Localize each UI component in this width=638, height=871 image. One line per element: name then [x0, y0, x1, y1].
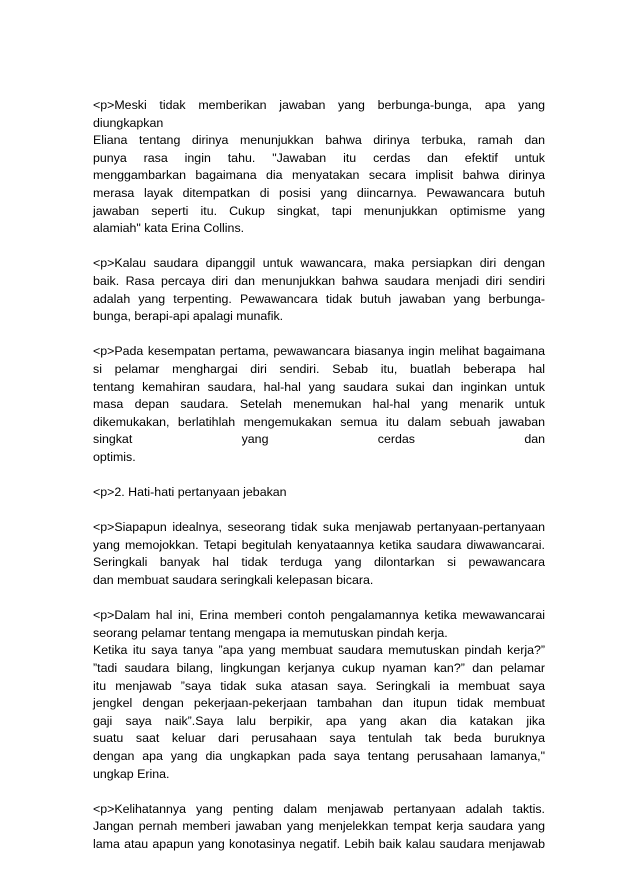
text-line: bunga, berapi-api apalagi munafik.: [93, 309, 284, 324]
text-line: singkat yang cerdas dan: [93, 432, 545, 447]
text-line: jawaban seperti itu. Cukup singkat, tapi menunjukkan optimisme yang: [93, 203, 545, 218]
text-line: ungkap Erina.: [93, 766, 170, 781]
paragraph: [93, 255, 545, 325]
text-line: jengkel dengan pekerjaan-pekerjaan tambahan dan itupun tidak membuat: [93, 696, 545, 711]
text-line: <p>2. Hati-hati pertanyaan jebakan: [93, 485, 287, 500]
text-line: punya rasa ingin tahu. "Jawaban itu cerdas dan efektif untuk: [93, 150, 545, 165]
text-line: itu menjawab ”saya tidak suka atasan saya. Seringkali ia membuat saya: [93, 678, 545, 693]
text-line: Jangan pernah memberi jawaban yang menjelekkan tempat kerja saudara yang: [93, 819, 545, 834]
text-line: alamiah" kata Erina Collins.: [93, 221, 245, 236]
text-line: adalah yang terpenting. Pewawancara tidak butuh jawaban yang berbunga-: [93, 291, 545, 306]
text-line: <p>Dalam hal ini, Erina memberi contoh pengalamannya ketika mewawancarai: [93, 608, 545, 623]
text-line: yang memojokkan. Tetapi begitulah kenyataannya ketika saudara diwawancarai.: [93, 537, 545, 552]
text-line: dan membuat saudara seringkali kelepasan bicara.: [93, 573, 374, 588]
paragraph: [93, 607, 545, 783]
text-line: optimis.: [93, 449, 136, 464]
text-line: lama atau apapun yang konotasinya negatif. Lebih baik kalau saudara menjawab: [93, 836, 545, 851]
paragraph: [93, 97, 545, 238]
text-line: Ketika itu saya tanya ”apa yang membuat saudara memutuskan pindah kerja?”: [93, 643, 545, 658]
text-line: <p>Siapapun idealnya, seseorang tidak suka menjawab pertanyaan-pertanyaan: [93, 520, 545, 535]
text-line: dengan apa yang dia ungkapkan pada saya tentang perusahaan lamanya,": [93, 748, 545, 763]
text-line: ”tadi saudara bilang, lingkungan kerjanya cukup nyaman kan?” dan pelamar: [93, 661, 545, 675]
text-line: dikemukakan, berlatihlah mengemukakan semua itu dalam sebuah jawaban: [93, 414, 545, 429]
paragraph: [93, 519, 545, 589]
text-line: menggambarkan bagaimana dia menyatakan secara implisit bahwa dirinya: [93, 168, 545, 183]
text-line: Eliana tentang dirinya menunjukkan bahwa dirinya terbuka, ramah dan: [93, 133, 545, 148]
text-line: seorang pelamar tentang mengapa ia memutuskan pindah kerja.: [93, 625, 448, 640]
paragraph: [93, 484, 545, 502]
text-line: baik. Rasa percaya diri dan menunjukkan bahwa saudara menjadi diri sendiri: [93, 273, 545, 288]
paragraph: [93, 343, 545, 466]
text-line: <p>Kalau saudara dipanggil untuk wawancara, maka persiapkan diri dengan: [93, 256, 545, 271]
paragraph: [93, 801, 545, 854]
text-line: <p>Meski tidak memberikan jawaban yang berbunga-bunga, apa yang: [93, 98, 545, 112]
text-line: masa depan saudara. Setelah menemukan hal-hal yang menarik untuk: [93, 397, 545, 412]
text-line: Seringkali banyak hal tidak terduga yang dilontarkan si pewawancara: [93, 555, 545, 570]
text-line: diungkapkan: [93, 115, 164, 130]
text-line: si pelamar menghargai diri sendiri. Sebab itu, buatlah beberapa hal: [93, 361, 545, 376]
text-line: <p>Pada kesempatan pertama, pewawancara biasanya ingin melihat bagaimana: [93, 344, 545, 359]
text-line: suatu saat keluar dari perusahaan saya tentulah tak beda buruknya: [93, 731, 545, 746]
text-line: tentang kemahiran saudara, hal-hal yang saudara sukai dan inginkan untuk: [93, 379, 545, 394]
text-line: gaji saya naik”.Saya lalu berpikir, apa yang akan dia katakan jika: [93, 713, 545, 728]
text-line: <p>Kelihatannya yang penting dalam menjawab pertanyaan adalah taktis.: [93, 801, 545, 816]
document-body: [93, 97, 545, 871]
text-line: merasa layak ditempatkan di posisi yang diincarnya. Pewawancara butuh: [93, 185, 545, 200]
